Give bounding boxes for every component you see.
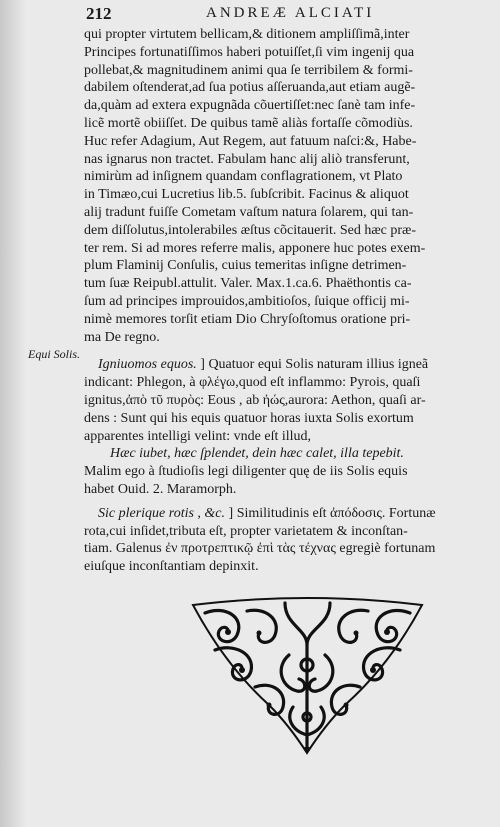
text-line: dens : Sunt qui his equis quatuor horas iuxta Solis exortum <box>84 410 414 426</box>
text-line <box>84 356 484 374</box>
lemma-gloss: ] Quatuor equi Solis naturam illius igneã <box>200 357 429 373</box>
page-number: 212 <box>86 4 112 23</box>
text-line: ſum ad principes improuidos,ambitioſos, ſuique officij mi- <box>84 293 410 309</box>
text-line: dabilem oſtenderat,ad ſua potius aſſeruanda,aut etiam augẽ- <box>84 80 416 96</box>
paragraph-3 <box>84 463 484 499</box>
running-head: ANDREÆ ALCIATI <box>206 5 375 21</box>
text-line: plum Flaminij Conſulis, cuius temeritas inſigne detrimen- <box>84 258 407 274</box>
lemma: Igniuomos equos. <box>98 357 197 373</box>
text-line: habet Ouid. 2. Maramorph. <box>84 481 237 497</box>
text-line: dem diſſolutus,intolerabiles æſtus cõcitauerit. Sed hæc præ- <box>84 222 417 238</box>
text-line: licẽ mortẽ obiiſſet. De quibus tamẽ aliàs fortaſſe cõmodiùs. <box>84 115 413 131</box>
text-line: rota,cui inſidet,tributa eſt, propter varietatem & inconſtan- <box>84 523 408 539</box>
text-line: alij tradunt fuiſſe Cometam vaſtum natura ſolarem, qui tan- <box>84 204 414 220</box>
text-line: da,quàm ad extera expugnãda cõuertiſſet:nec ſanè tam infe- <box>84 98 416 114</box>
text-line: tum ſuæ Reipubl.attulit. Valer. Max.1.ca.6. Phaëthontis ca- <box>84 276 412 292</box>
commentary-text <box>84 26 484 576</box>
text-line: ma De regno. <box>84 329 160 345</box>
lemma: Sic plerique rotis , &c. <box>98 505 226 521</box>
text-line: qui propter virtutem bellicam,& ditionem ampliſſimã,inter <box>84 27 410 42</box>
margin-note: Equi Solis. <box>28 347 81 361</box>
text-line: in Timæo,cui Lucretius lib.5. ſubſcribit. Facinus & aliquot <box>84 187 409 203</box>
paragraph-4 <box>84 505 484 576</box>
text-line: apparentes intelligi velint: vnde eſt illud, <box>84 428 312 444</box>
paragraph-1 <box>84 26 484 346</box>
text-line: nimè memores torſit etiam Dio Chryſoſtomus oratione pri- <box>84 311 411 327</box>
text-line: ignitus,ἀπὸ τῦ πυρὸς: Eous , ab ἠώς,aurora: Aethon, quaſi ar- <box>84 392 426 408</box>
text-line: Huc refer Adagium, Aut Regem, aut fatuum naſci:&, Habe- <box>84 133 417 149</box>
printers-ornament <box>185 595 430 757</box>
paragraph-2 <box>84 356 484 463</box>
text-line: Malim ego à ſtudioſis legi diligenter quę de iis Solis equis <box>84 464 408 480</box>
text-line: pollebat,& magnitudinem animi qua ſe terribilem & formi- <box>84 62 413 78</box>
text-line: eiuſque inconſtantiam depinxit. <box>84 559 259 575</box>
page-header <box>86 4 486 26</box>
verse-quotation: Hæc iubet, hæc ſplendet, dein hæc calet, illa tepebit. <box>110 446 404 462</box>
lemma-gloss: ] Similitudinis eſt ἀπόδοσις. Fortunæ <box>228 505 436 521</box>
text-line: Principes fortunatiſſimos haberi potuiſſet,ſi vim ingenij qua <box>84 44 415 60</box>
text-line: ter rem. Si ad mores referre malis, apponere huc potes exem- <box>84 240 426 256</box>
text-line: tiam. Galenus ἐν προτρεπτικῷ ἐπὶ τὰς τέχνας egregiè fortunam <box>84 541 436 557</box>
text-line: nimirùm ad inſignem quandam conflagrationem, vt Plato <box>84 169 403 185</box>
text-line: indicant: Phlegon, à φλέγω,quod eſt inflammo: Pyrois, quaſi <box>84 375 421 391</box>
text-line <box>84 505 484 523</box>
text-line: nas ignarus non tractet. Fabulam hanc alij aliò transferunt, <box>84 151 410 167</box>
